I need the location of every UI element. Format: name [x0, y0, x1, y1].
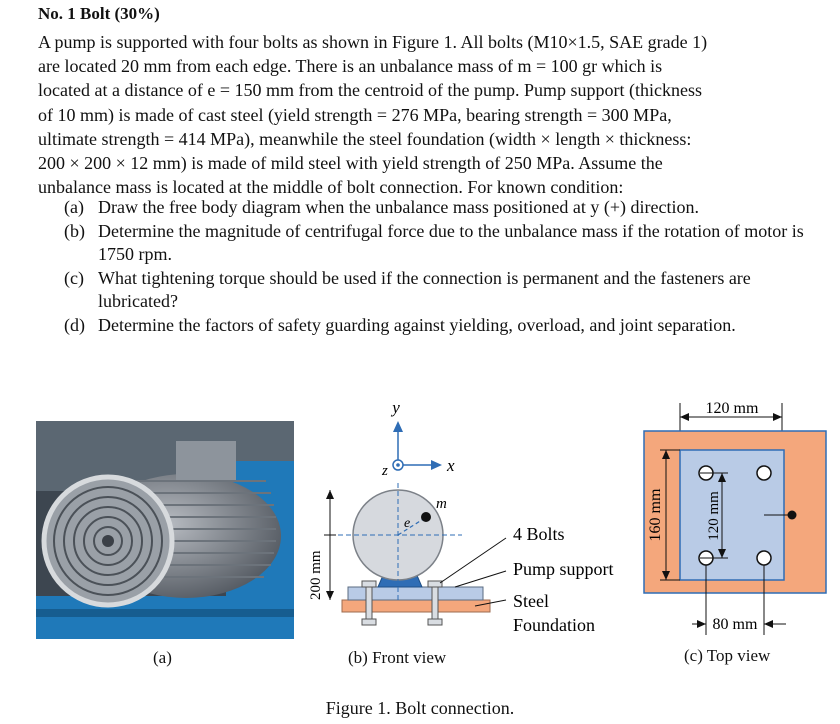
question-item — [64, 314, 804, 338]
top-view-diagram — [636, 395, 832, 645]
mass-label: m — [436, 496, 447, 512]
caption-top-view: (c) Top view — [684, 646, 771, 665]
question-label: (a) — [64, 197, 84, 217]
pump-photo — [36, 421, 294, 639]
caption-photo: (a) — [153, 648, 172, 667]
question-text: What tightening torque should be used if the connection is permanent and the fasteners are lubricated? — [98, 267, 751, 311]
bolt-hole — [757, 466, 771, 480]
bolt-offset-dimension: 80 mm — [712, 616, 758, 633]
bolt-hole — [757, 551, 771, 565]
callout-foundation: Steel — [513, 591, 549, 611]
intro-line: ultimate strength = 414 MPa), meanwhile the steel foundation (width × length × thickness: — [38, 128, 692, 149]
axis-x-label: x — [447, 456, 455, 475]
question-label: (b) — [64, 220, 85, 241]
question-text: Draw the free body diagram when the unbalance mass positioned at y (+) direction. — [98, 197, 699, 217]
question-item — [64, 220, 804, 267]
question-item — [64, 196, 804, 220]
problem-heading: No. 1 Bolt (30%) — [38, 4, 160, 23]
height-dimension: 200 mm — [308, 550, 324, 600]
question-label: (d) — [64, 314, 85, 335]
question-text: Determine the magnitude of centrifugal force due to the unbalance mass if the rotation of motor is 1750 rpm. — [98, 220, 804, 264]
intro-line: located at a distance of e = 150 mm from the centroid of the pump. Pump support (thickness — [38, 80, 702, 101]
mass-marker — [788, 511, 797, 520]
intro-line: of 10 mm) is made of cast steel (yield strength = 276 MPa, bearing strength = 300 MPa, — [38, 104, 672, 125]
intro-line: 200 × 200 × 12 mm) is made of mild steel with yield strength of 250 MPa. Assume the — [38, 153, 663, 174]
axis-y-label: y — [392, 398, 400, 417]
unbalance-mass — [421, 512, 431, 522]
support-length-dimension: 160 mm — [647, 488, 664, 542]
axis-z-label: z — [382, 463, 388, 479]
question-label: (c) — [64, 267, 84, 288]
figure-caption: Figure 1. Bolt connection. — [325, 698, 515, 718]
callout-foundation-2: Foundation — [513, 615, 596, 635]
question-item — [64, 267, 804, 314]
intro-line: are located 20 mm from each edge. There is an unbalance mass of m = 100 gr which is — [38, 56, 663, 77]
steel-foundation — [342, 600, 490, 612]
question-text: Determine the factors of safety guarding against yielding, overload, and joint separation. — [98, 314, 736, 335]
callout-bolts: 4 Bolts — [513, 524, 565, 544]
callout-support: Pump support — [513, 559, 614, 579]
bolt-spacing-dimension: 120 mm — [706, 491, 722, 541]
top-width-dimension: 120 mm — [705, 400, 759, 417]
front-view-diagram — [300, 395, 640, 640]
intro-line: unbalance mass is located at the middle of bolt connection. For known condition: — [38, 177, 624, 198]
problem-intro — [38, 30, 818, 199]
caption-front-view: (b) Front view — [348, 648, 447, 667]
question-list — [64, 196, 804, 337]
intro-line: A pump is supported with four bolts as shown in Figure 1. All bolts (M10×1.5, SAE grade 1) — [38, 32, 708, 52]
eccentricity-label: e — [404, 516, 411, 531]
